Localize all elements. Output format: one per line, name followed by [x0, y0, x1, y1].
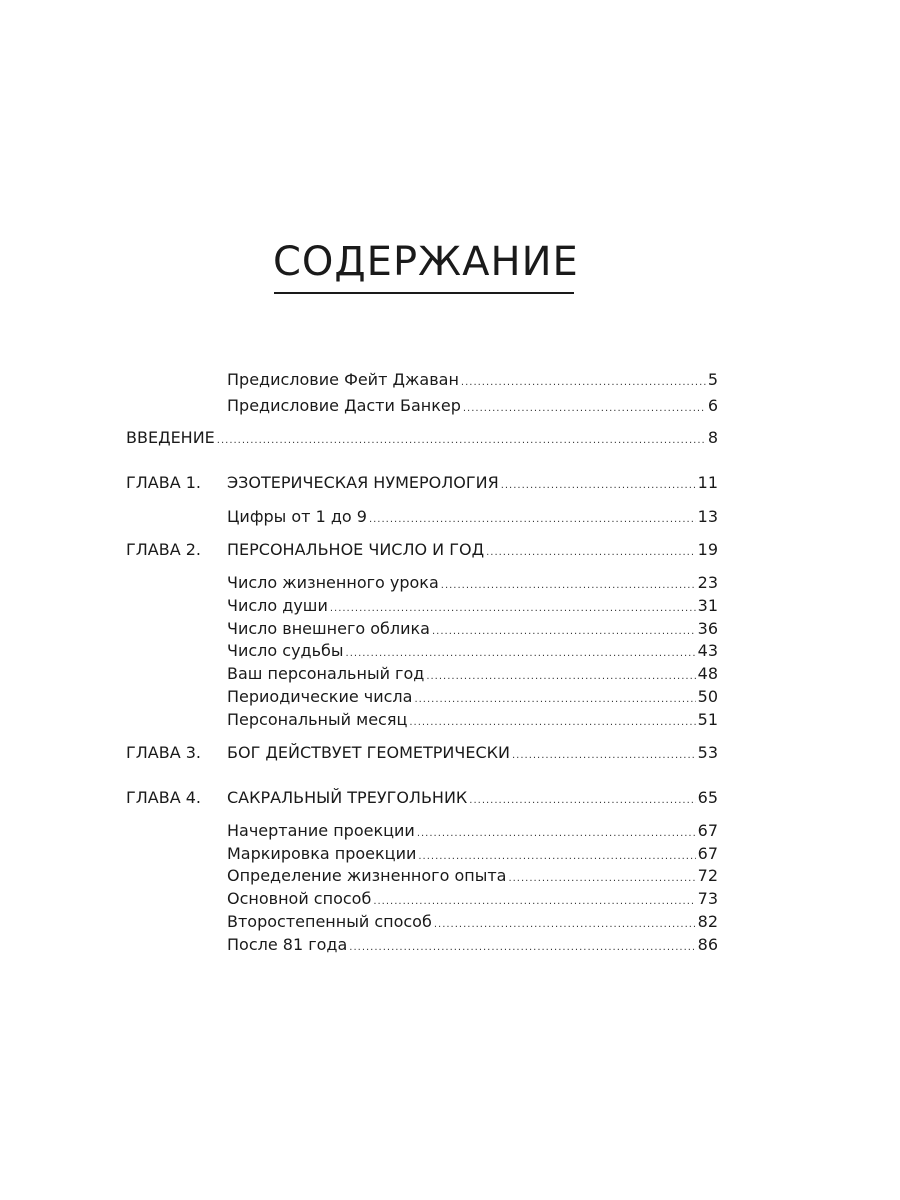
toc-entry-page: 53	[697, 743, 718, 762]
toc-entry	[227, 662, 718, 686]
toc-chapter-2	[126, 538, 718, 562]
toc-entry-page: 67	[697, 844, 718, 863]
toc-entry-title: ПЕРСОНАЛЬНОЕ ЧИСЛО И ГОД	[227, 540, 485, 559]
toc-entry-title: Число души	[227, 596, 328, 615]
chapter-label: ГЛАВА 4.	[126, 788, 202, 807]
toc-entry-title: Персональный месяц	[227, 710, 408, 729]
toc-chapter-3	[126, 741, 718, 765]
toc-entry-page: 48	[697, 664, 718, 683]
toc-chapter-1	[126, 471, 718, 495]
dot-leader	[369, 508, 696, 532]
toc-entry	[227, 910, 718, 934]
toc-entry-page: 36	[697, 619, 718, 638]
dot-leader	[486, 541, 696, 565]
toc-entry-foreword-faith-javane	[227, 368, 718, 392]
dot-leader	[217, 429, 706, 453]
toc-entry-page: 65	[697, 788, 718, 807]
toc-entry-title: Число жизненного урока	[227, 573, 439, 592]
dot-leader	[349, 936, 695, 960]
dot-leader	[409, 711, 695, 735]
toc-entry-title: Ваш персональный год	[227, 664, 425, 683]
dot-leader	[469, 789, 695, 813]
toc-entry-title: Предисловие Дасти Банкер	[227, 396, 461, 415]
toc-entry-page: 31	[697, 596, 718, 615]
toc-entry-introduction	[126, 426, 718, 450]
toc-entry-title: После 81 года	[227, 935, 348, 954]
toc-entry	[227, 639, 718, 663]
toc-entry	[227, 933, 718, 957]
toc-entry-page: 86	[697, 935, 718, 954]
toc-entry-page: 19	[697, 540, 718, 559]
toc-entry-title: Второстепенный способ	[227, 912, 432, 931]
toc-entry-title: САКРАЛЬНЫЙ ТРЕУГОЛЬНИК	[227, 788, 468, 807]
toc-entry	[227, 571, 718, 595]
toc-entry-page: 43	[697, 641, 718, 660]
toc-entry-title: Число внешнего облика	[227, 619, 430, 638]
page-title: СОДЕРЖАНИЕ	[273, 239, 579, 285]
toc-entry-page: 50	[697, 687, 718, 706]
toc-entry-title: Определение жизненного опыта	[227, 866, 507, 885]
toc-entry	[227, 505, 718, 529]
toc-entry-title: ЭЗОТЕРИЧЕСКАЯ НУМЕРОЛОГИЯ	[227, 473, 499, 492]
toc-entry-title: Начертание проекции	[227, 821, 415, 840]
toc-entry-foreword-dusty-bunker	[227, 394, 718, 418]
dot-leader	[461, 371, 706, 395]
toc-entry-title: Основной способ	[227, 889, 372, 908]
toc-entry-title: Периодические числа	[227, 687, 413, 706]
toc-entry-title: ВВЕДЕНИЕ	[126, 428, 215, 447]
toc-entry-title: Предисловие Фейт Джаван	[227, 370, 459, 389]
dot-leader	[463, 397, 706, 421]
toc-entry-title: Маркировка проекции	[227, 844, 417, 863]
toc-entry	[227, 708, 718, 732]
toc-entry-page: 73	[697, 889, 718, 908]
chapter-label: ГЛАВА 2.	[126, 540, 202, 559]
toc-entry-page: 13	[697, 507, 718, 526]
toc-entry-page: 8	[707, 428, 718, 447]
toc-entry	[227, 594, 718, 618]
toc-entry-page: 82	[697, 912, 718, 931]
toc-entry-title: Число судьбы	[227, 641, 344, 660]
toc-entry-page: 51	[697, 710, 718, 729]
toc-entry-title: Цифры от 1 до 9	[227, 507, 367, 526]
toc-entry-page: 5	[707, 370, 718, 389]
toc-entry	[227, 685, 718, 709]
toc-chapter-4	[126, 786, 718, 810]
toc-entry-page: 67	[697, 821, 718, 840]
chapter-label: ГЛАВА 1.	[126, 473, 202, 492]
toc-entry	[227, 617, 718, 641]
toc-entry	[227, 864, 718, 888]
chapter-label: ГЛАВА 3.	[126, 743, 202, 762]
dot-leader	[512, 744, 696, 768]
toc-entry	[227, 842, 718, 866]
toc-entry-page: 11	[697, 473, 718, 492]
toc-entry-page: 6	[707, 396, 718, 415]
toc-entry	[227, 887, 718, 911]
toc-entry-page: 72	[697, 866, 718, 885]
toc-entry-page: 23	[697, 573, 718, 592]
dot-leader	[501, 474, 696, 498]
toc-entry	[227, 819, 718, 843]
title-underline	[274, 292, 574, 294]
toc-entry-title: БОГ ДЕЙСТВУЕТ ГЕОМЕТРИЧЕСКИ	[227, 743, 510, 762]
